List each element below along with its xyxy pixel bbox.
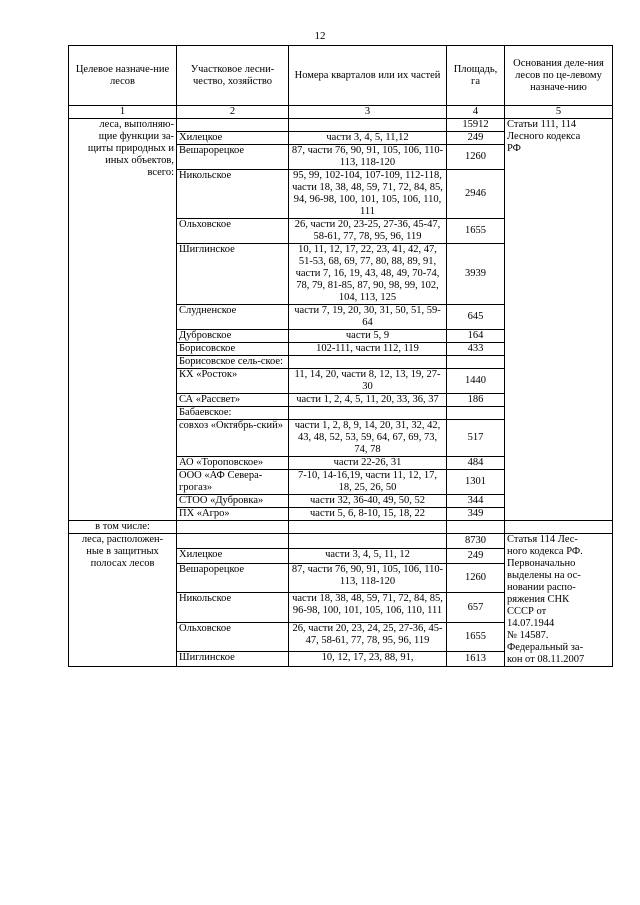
district-cell: АО «Тороповское» [177,457,289,470]
forest-purpose-table [68,45,613,667]
district-cell: Никольское [177,170,289,219]
district-cell: СА «Рассвет» [177,394,289,407]
district-cell: Борисовское сель-ское: [177,356,289,369]
district-cell [177,534,289,549]
district-cell: совхоз «Октябрь-ский» [177,420,289,457]
blocks-cell: части 32, 36-40, 49, 50, 52 [289,495,447,508]
basis-cell-line: Первоначально [507,558,576,569]
blocks-cell: 26, части 20, 23, 24, 25, 27-36, 45-47, 58-61, 77, 78, 95, 96, 119 [289,622,447,651]
area-cell: 657 [447,593,505,622]
purpose-cell-line: леса, расположен- [81,534,164,545]
area-cell [447,407,505,420]
header-purpose: Целевое назначе-ние лесов [69,46,177,106]
area-cell: 3939 [447,244,505,305]
column-number: 5 [505,106,613,119]
district-cell: КХ «Росток» [177,369,289,394]
blocks-cell: 87, части 76, 90, 91, 105, 106, 110-113, 118-120 [289,145,447,170]
purpose-cell-line: леса, выполняю- [99,119,174,130]
district-cell: Ольховское [177,622,289,651]
district-cell: Дубровское [177,330,289,343]
header-district: Участковое лесни-чество, хозяйство [177,46,289,106]
total-area-cell: 15912 [447,119,505,132]
blocks-cell [289,119,447,132]
purpose-cell [69,119,177,521]
area-cell: 164 [447,330,505,343]
table-body [69,106,613,667]
blocks-cell [289,534,447,549]
purpose-cell-line: ные в защитных [86,546,159,557]
basis-cell-line: РФ [507,143,521,154]
area-cell: 1655 [447,219,505,244]
district-cell: Никольское [177,593,289,622]
blocks-cell: части 3, 4, 5, 11,12 [289,132,447,145]
area-cell: 2946 [447,170,505,219]
district-cell: ПХ «Агро» [177,508,289,521]
district-cell: Шиглинское [177,244,289,305]
blocks-cell: 10, 12, 17, 23, 88, 91, [289,651,447,666]
in-that-number-row [69,521,613,534]
area-cell: 344 [447,495,505,508]
blocks-cell: 10, 11, 12, 17, 22, 23, 41, 42, 47, 51-53, 68, 69, 77, 80, 88, 89, 91, части 7, 16, 19, 43, 48, 49, 70-74, 78, 79, 81-85, 87, 90, 98, 99, 102, 104, 113, 125 [289,244,447,305]
area-cell: 1260 [447,145,505,170]
basis-cell-line: № 14587. [507,630,549,641]
area-cell: 433 [447,343,505,356]
area-cell: 517 [447,420,505,457]
area-cell: 1301 [447,470,505,495]
area-cell: 249 [447,549,505,564]
area-cell: 645 [447,305,505,330]
purpose-cell-line: щие функции за- [98,131,174,142]
section-total-row [69,119,613,132]
blocks-cell: части 22-26, 31 [289,457,447,470]
district-cell: Ольховское [177,219,289,244]
basis-cell-line: Федеральный за- [507,642,584,653]
purpose-cell-line: щиты природных и [87,143,174,154]
district-cell: Шиглинское [177,651,289,666]
header-basis: Основания деле-ния лесов по це-левому назначе-нию [505,46,613,106]
purpose-cell [69,534,177,667]
basis-cell-line: ного кодекса РФ. [507,546,583,557]
district-cell: Борисовское [177,343,289,356]
district-cell: Бабаевское: [177,407,289,420]
area-cell: 484 [447,457,505,470]
column-number: 3 [289,106,447,119]
page-number: 12 [314,30,326,42]
district-cell: Вешарорецкое [177,564,289,593]
area-cell: 349 [447,508,505,521]
blocks-cell: 102-111, части 112, 119 [289,343,447,356]
basis-cell-line: Статьи 111, 114 [507,119,577,130]
blocks-cell [289,356,447,369]
column-number: 1 [69,106,177,119]
total-area-cell: 8730 [447,534,505,549]
empty-cell [505,521,613,534]
basis-cell-line: новании распо- [507,582,576,593]
district-cell: ООО «АФ Севера-грогаз» [177,470,289,495]
basis-cell [505,534,613,667]
area-cell: 249 [447,132,505,145]
area-cell: 1440 [447,369,505,394]
purpose-cell-line: всего: [147,167,174,178]
basis-cell-line: выделены на ос- [507,570,581,581]
blocks-cell: части 5, 6, 8-10, 15, 18, 22 [289,508,447,521]
basis-cell-line: СССР от [507,606,547,617]
blocks-cell [289,407,447,420]
blocks-cell: части 3, 4, 5, 11, 12 [289,549,447,564]
area-cell: 1613 [447,651,505,666]
area-cell [447,356,505,369]
column-number: 4 [447,106,505,119]
section-total-row [69,534,613,549]
area-cell: 1655 [447,622,505,651]
basis-cell-line: ряжения СНК [507,594,570,605]
header-blocks: Номера кварталов или их частей [289,46,447,106]
purpose-cell-line: иных объектов, [105,155,174,166]
district-cell [177,119,289,132]
blocks-cell: 95, 99, 102-104, 107-109, 112-118, части 18, 38, 48, 59, 71, 72, 84, 85, 94, 96-98, 100, 101, 105, 106, 110, 111 [289,170,447,219]
blocks-cell: 7-10, 14-16,19, части 11, 12, 17, 18, 25, 26, 50 [289,470,447,495]
district-cell: Слудненское [177,305,289,330]
basis-cell-line: Статья 114 Лес- [507,534,578,545]
in-that-number-label: в том числе: [69,521,177,534]
blocks-cell: 87, части 76, 90, 91, 105, 106, 110-113, 118-120 [289,564,447,593]
blocks-cell: части 18, 38, 48, 59, 71, 72, 84, 85, 96-98, 100, 101, 105, 106, 110, 111 [289,593,447,622]
basis-cell-line: Лесного кодекса [507,131,581,142]
basis-cell [505,119,613,521]
district-cell: СТОО «Дубровка» [177,495,289,508]
header-row [69,46,613,106]
purpose-cell-line: полосах лесов [90,558,155,569]
district-cell: Хилецкое [177,549,289,564]
area-cell: 186 [447,394,505,407]
blocks-cell: 11, 14, 20, части 8, 12, 13, 19, 27-30 [289,369,447,394]
district-cell: Хилецкое [177,132,289,145]
column-number-row [69,106,613,119]
blocks-cell: 26, части 20, 23-25, 27-36, 45-47, 58-61, 77, 78, 95, 96, 119 [289,219,447,244]
blocks-cell: части 7, 19, 20, 30, 31, 50, 51, 59-64 [289,305,447,330]
blocks-cell: части 1, 2, 8, 9, 14, 20, 31, 32, 42, 43, 48, 52, 53, 59, 64, 67, 69, 73, 74, 78 [289,420,447,457]
empty-cell [289,521,447,534]
blocks-cell: части 1, 2, 4, 5, 11, 20, 33, 36, 37 [289,394,447,407]
basis-cell-line: кон от 08.11.2007 [507,654,585,665]
basis-cell-line: 14.07.1944 [507,618,555,629]
blocks-cell: части 5, 9 [289,330,447,343]
empty-cell [447,521,505,534]
header-area: Площадь, га [447,46,505,106]
empty-cell [177,521,289,534]
column-number: 2 [177,106,289,119]
district-cell: Вешарорецкое [177,145,289,170]
area-cell: 1260 [447,564,505,593]
